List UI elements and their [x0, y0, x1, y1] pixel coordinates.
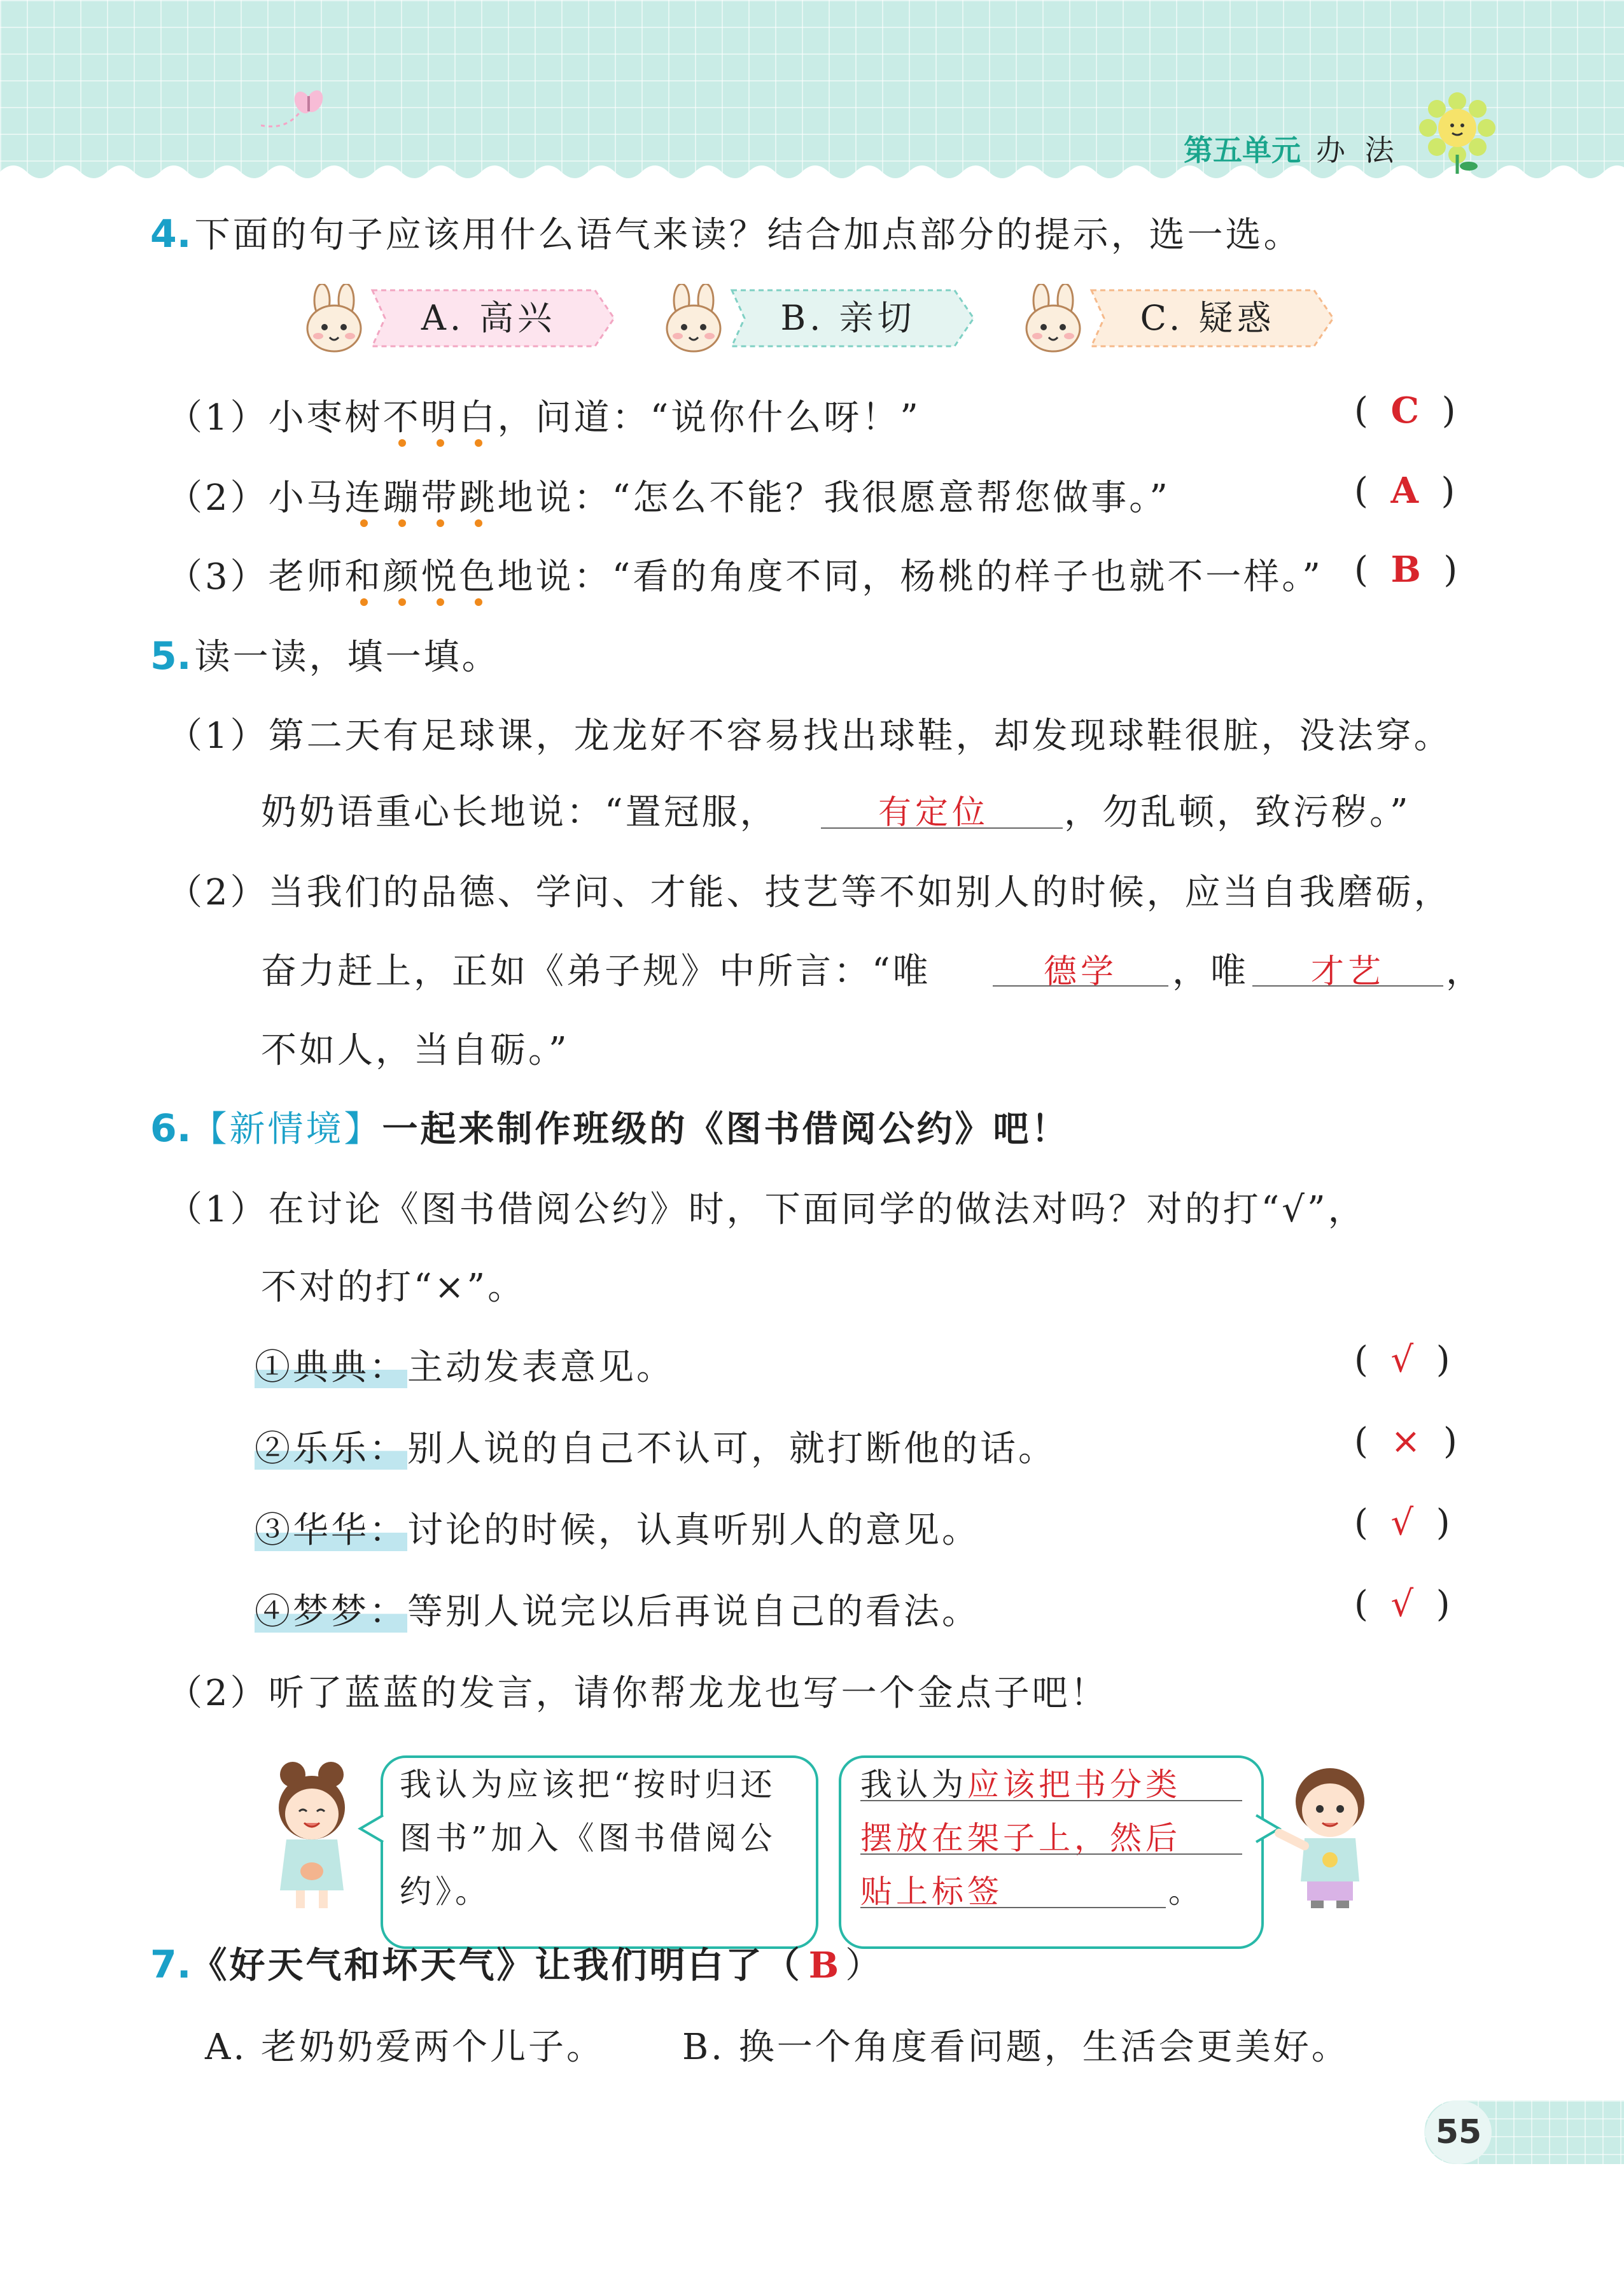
item-label: （3）	[167, 556, 269, 598]
answer-bracket: ( B )	[1354, 549, 1458, 591]
q5-item-2-comma: ，	[1446, 951, 1484, 992]
q5-item-1-line-2	[261, 784, 778, 835]
item-label: （2）	[167, 1673, 269, 1714]
item-label: （1）	[167, 397, 269, 439]
option-b-label: B. 亲切	[780, 298, 916, 338]
bunny-icon	[299, 284, 369, 354]
item-text: 在讨论《图书借阅公约》时，下面同学的做法对吗？对的打“√”，	[268, 1189, 1366, 1230]
answer-bracket: ( √ )	[1354, 1584, 1450, 1625]
q5-item-2-connector: ，唯	[1172, 951, 1249, 992]
girl-character-icon	[261, 1757, 363, 1909]
q5-item-2-line-3: 不如人，当自砺。”	[261, 1030, 570, 1071]
emphasis-dot	[398, 439, 406, 447]
emphasis-dot	[475, 598, 482, 606]
bubble-right-text	[860, 1758, 1204, 1918]
unit-title: 第五单元	[1184, 133, 1301, 167]
judge-row-4	[255, 1584, 980, 1635]
bunny-icon	[1018, 284, 1088, 354]
q7-option-b: B. 换一个角度看问题，生活会更美好。	[682, 2027, 1350, 2068]
question-text: 下面的句子应该用什么语气来读？结合加点部分的提示，选一选。	[194, 214, 1302, 256]
row-text: 讨论的时候，认真听别人的意见。	[407, 1510, 980, 1551]
item-label: （1）	[167, 1189, 269, 1230]
answer-bracket: ( A )	[1354, 470, 1455, 512]
q6-item-2	[167, 1665, 1109, 1716]
answer: B	[808, 1944, 839, 1986]
answer: 有定位	[878, 794, 990, 832]
answer: √	[1390, 1584, 1414, 1625]
answer-underline	[860, 1907, 1166, 1908]
emphasis-dot	[475, 439, 482, 447]
bubble-line: 图书”加入《图书借阅公	[400, 1820, 776, 1857]
question-number: 7.	[150, 1943, 192, 1987]
option-c	[1018, 288, 1336, 349]
answer: 应该把书分类	[967, 1766, 1181, 1803]
item-text: 老师和颜悦色地说：“看的角度不同，杨桃的样子也就不一样。”	[268, 556, 1323, 598]
answer-bracket: ( √ )	[1354, 1502, 1450, 1543]
student-name: ①典典：	[255, 1347, 407, 1388]
bubble-tail	[358, 1813, 386, 1845]
q5-item-2-line-2: 奋力赶上，正如《弟子规》中所言：“唯	[261, 951, 931, 992]
q7-option-a: A. 老奶奶爱两个儿子。	[205, 2027, 605, 2068]
q5-item-2-line-1	[167, 864, 1452, 915]
q5-item-1-line-2-end: ，勿乱顿，致污秽。”	[1064, 792, 1411, 833]
row-text: 主动发表意见。	[407, 1347, 675, 1388]
q5-item-1-line-1	[167, 708, 1452, 759]
item-text: 小马连蹦带跳地说：“怎么不能？我很愿意帮您做事。”	[268, 477, 1170, 519]
question-7	[150, 1937, 883, 1988]
emphasis-dot	[398, 519, 406, 527]
new-context-tag: 【新情境】	[191, 1109, 382, 1150]
item-label: （2）	[167, 872, 269, 913]
emphasis-dot	[360, 519, 368, 527]
answer-underline	[860, 1800, 1242, 1801]
item-text: 奶奶语重心长地说：“置冠服，	[261, 792, 778, 833]
student-name: ②乐乐：	[255, 1428, 407, 1470]
question-6	[150, 1101, 1070, 1152]
q4-item-2	[167, 470, 1170, 521]
answer: √	[1390, 1339, 1414, 1381]
question-text: 一起来制作班级的《图书借阅公约》吧！	[382, 1108, 1070, 1150]
q6-item-1-line-2: 不对的打“×”。	[261, 1267, 526, 1308]
emphasis-dot	[437, 439, 444, 447]
judge-row-1	[255, 1339, 675, 1390]
answer: 摆放在架子上，然后	[860, 1820, 1181, 1857]
q6-item-1-line-1	[167, 1181, 1366, 1232]
question-number: 6.	[150, 1106, 192, 1151]
item-text: 听了蓝蓝的发言，请你帮龙龙也写一个金点子吧！	[268, 1673, 1109, 1714]
question-5	[150, 629, 500, 680]
question-text: 《好天气和坏天气》让我们明白了（	[191, 1944, 802, 1986]
bubble-line: 我认为应该把“按时归还	[400, 1766, 776, 1803]
row-text: 别人说的自己不认可，就打断他的话。	[407, 1428, 1056, 1470]
q4-item-1	[167, 390, 921, 440]
answer: ×	[1390, 1421, 1421, 1462]
question-text: 读一读，填一填。	[194, 636, 500, 678]
question-number: 4.	[150, 212, 192, 257]
answer: 贴上标签	[860, 1873, 1003, 1910]
sunflower-icon	[1419, 92, 1502, 175]
bubble-suffix: 。	[1168, 1873, 1204, 1910]
bunny-icon	[659, 284, 729, 354]
answer: √	[1390, 1502, 1414, 1543]
answer-bracket: ( × )	[1354, 1421, 1457, 1462]
answer-underline	[860, 1853, 1242, 1855]
item-label: （2）	[167, 477, 269, 519]
boy-character-icon	[1266, 1757, 1381, 1909]
answer-bracket: ( C )	[1354, 390, 1456, 432]
item-text: 第二天有足球课，龙龙好不容易找出球鞋，却发现球鞋很脏，没法穿。	[268, 715, 1452, 757]
emphasis-dot	[360, 598, 368, 606]
judge-row-3	[255, 1502, 980, 1553]
emphasis-dot	[475, 519, 482, 527]
question-number: 5.	[150, 634, 192, 678]
bubble-prefix: 我认为	[860, 1766, 967, 1803]
answer: 才艺	[1311, 953, 1385, 991]
bubble-left-text	[400, 1758, 776, 1918]
q4-item-3	[167, 549, 1323, 600]
option-b	[659, 288, 977, 349]
item-label: （1）	[167, 715, 269, 757]
row-text: 等别人说完以后再说自己的看法。	[407, 1591, 980, 1633]
answer-bracket: ( √ )	[1354, 1339, 1450, 1381]
page-number: 55	[1425, 2100, 1492, 2164]
student-name: ③华华：	[255, 1510, 407, 1551]
student-name: ④梦梦：	[255, 1591, 407, 1633]
item-text: 当我们的品德、学问、才能、技艺等不如别人的时候，应当自我磨砺，	[268, 872, 1452, 913]
bubble-line: 约》。	[400, 1873, 491, 1910]
question-4	[150, 207, 1302, 258]
item-text: 小枣树不明白，问道：“说你什么呀！”	[268, 397, 921, 439]
answer: B	[1390, 549, 1421, 591]
option-c-label: C. 疑惑	[1140, 298, 1275, 338]
answer: A	[1390, 470, 1418, 512]
judge-row-2	[255, 1421, 1056, 1472]
emphasis-dot	[437, 598, 444, 606]
butterfly-icon	[261, 86, 331, 130]
answer: C	[1390, 390, 1420, 432]
option-a	[299, 288, 617, 349]
answer: 德学	[1044, 953, 1118, 991]
emphasis-dot	[437, 519, 444, 527]
option-a-label: A. 高兴	[421, 298, 556, 338]
close-paren: ）	[845, 1945, 884, 1986]
emphasis-dot	[398, 598, 406, 606]
lesson-title: 办 法	[1316, 133, 1399, 167]
